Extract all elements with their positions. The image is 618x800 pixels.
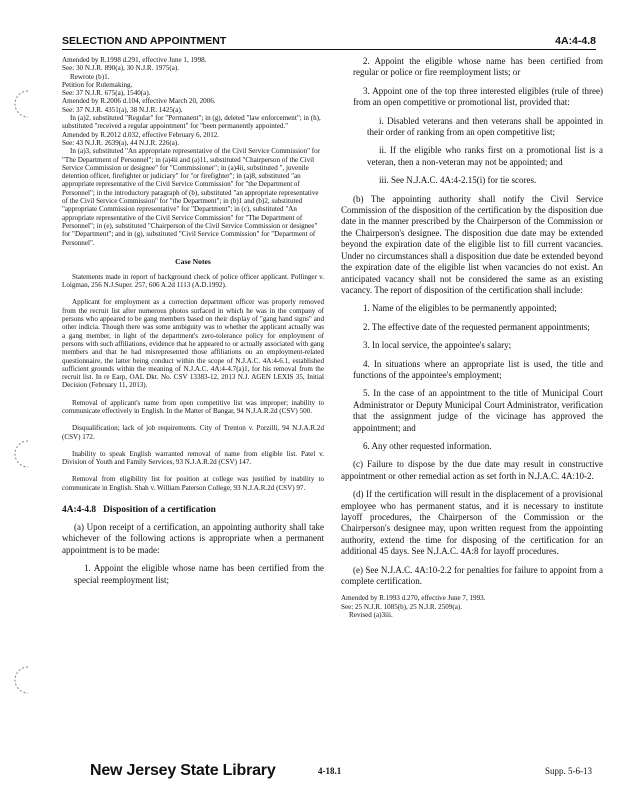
punch-hole-mark [10, 88, 32, 120]
running-header [62, 27, 596, 50]
paragraph-d: (d) If the certification will result in the displacement of a provisional employee who has permanent status, and it is necessary to institute layoff procedures, the Chairperson of the Commission or the Chairperson's designee may, upon written request from the appointing authority, extend the time for disposing of the certification for an additional 45 days. See N.J.A.C. 4A:8 for layoff procedures. [341, 489, 603, 557]
history-line: Amended by R.2012 d.032, effective February 6, 2012. [62, 130, 220, 139]
paragraph-b5: 5. In the case of an appointment to the title of Municipal Court Administrator or Deputy Municipal Court Administrator, verification that the assignment judge of the vicinage has approved the appointment; and [353, 388, 603, 433]
paragraph-a3iii: iii. See N.J.A.C. 4A:4-2.15(i) for tie scores. [379, 175, 537, 186]
paragraph-b: (b) The appointing authority shall notify the Civil Service Commission of the disposition of the certification by the disposition due date in the manner prescribed by the Chairperson of the Commission or the Chairperson's designee. The disposition due date may be extended beyond the expiration date of the eligible list to fill current vacancies. Under no circumstances shall a disposition due date be extended beyond the expiration date of the eligible list when vacancies do not exist. An anticipated vacancy shall not be considered the same as an existing vacancy. The report of disposition of the certification shall include: [341, 193, 603, 295]
right-column [341, 56, 603, 619]
library-stamp: New Jersey State Library [90, 762, 276, 779]
paragraph-b4: 4. In situations where an appropriate list is used, the title and functions of the appointee's employment; [353, 358, 603, 380]
history-line: See: 43 N.J.R. 2639(a), 44 N.J.R. 226(a). [62, 138, 180, 147]
supplement-date: Supp. 5-6-13 [545, 766, 592, 776]
history-line: Amended by R.1993 d.270, effective June 7, 1993. [341, 594, 486, 603]
paragraph-b1: 1. Name of the eligibles to be permanently appointed; [363, 303, 557, 314]
history-line: See: 37 N.J.R. 675(a), 1540(a). [62, 89, 151, 98]
paragraph-e: (e) See N.J.A.C. 4A:10-2.2 for penalties for failure to appoint from a complete certification. [341, 564, 603, 587]
header-chapter-title: SELECTION AND APPOINTMENT [62, 35, 227, 47]
case-note: Statements made in report of background check of police officer applicant. Pollinger v. Loigman, 256 N.J.Super. 257, 606 A.2d 1113 (A.D.1992). [62, 272, 324, 290]
section-number: 4A:4-4.8 [62, 505, 97, 516]
case-note: Applicant for employment as a correction department officer was properly removed from the recruit list after numerous photos surfaced in which he was in the company of persons who appeared to be gang members based on their display of "gang hand signs" and other indicia. Though there was some ambiguity was to whether the applicant actually was a gang member, in light of the department's zero-tolerance policy for employment of persons with such affiliations, evidence that he appeared to or actually associated with gang members and that he had misrepresented those affiliations on an employment-related questionnaire, the latter being conduct within the scope of N.J.A.C. 4A:4-6.1, established sufficient grounds within the meaning of N.J.A.C. 4A:4-4.7(a)1, for his removal from the recruit list. In re Earp, OAL Dkt. No. CSV 13383-12, 2013 N.J. AGEN LEXIS 35, Initial Decision (February 11, 2013). [62, 298, 324, 390]
punch-hole-mark [10, 664, 32, 696]
section-history [341, 594, 603, 619]
history-line: Petition for Rulemaking. [62, 80, 133, 89]
paragraph-a3i: i. Disabled veterans and then veterans shall be appointed in their order of ranking from an open competitive list; [367, 115, 603, 138]
paragraph-a2: 2. Appoint the eligible whose name has been certified from regular or police or fire reemployment lists; or [353, 56, 603, 78]
case-note: Inability to speak English warranted removal of name from eligible list. Patel v. Division of Youth and Family Services, 93 N.J.A.R.2d (CSV) 147. [62, 449, 324, 467]
paragraph-b2: 2. The effective date of the requested permanent appointments; [363, 321, 590, 332]
history-line: In (a)3, substituted "An appropriate representative of the Civil Service Commission" for "The Department of Personnel"; in (a)4ii and (a)11, substituted "Chairperson of the Civil Service Commission or designee" for "Commissioner"; in (a)4ii, substituted ", juvenile detention officer, firefighter or judiciary" for "or firefighter"; in (a)8, substituted "an appropriate representative of the Civil Service Commission" for "the Department of Personnel"; in the introductory paragraph of (b), substituted "an appropriate representative of the Civil Service Commission" for "the Department"; in (b)1 and (b)2, substituted "appropriate Commission representative" for "Department"; in (c), substituted "An appropriate representative of the Civil Service Commission" for "The Department of Personnel"; in (e), substituted "Chairperson of the Civil Service Commission or designee" for "Department"; and in (g), substituted "Civil Service Commission" for "Department of Personnel". [62, 147, 321, 247]
history-line: Amended by R.1998 d.291, effective June 1, 1998. [62, 56, 207, 64]
left-column [62, 56, 324, 593]
case-note: Removal from eligibility list for position at college was justified by inability to communicate in English. Shah v. William Paterson College, 93 N.J.A.R.2d (CSV) 97. [62, 475, 324, 492]
history-line: Rewrote (b)1. [70, 72, 110, 81]
history-line: See: 37 N.J.R. 4351(a), 38 N.J.R. 1425(a). [62, 105, 183, 114]
case-notes-heading: Case Notes [175, 256, 211, 266]
paragraph-b6: 6. Any other requested information. [363, 440, 492, 451]
history-line: See: 25 N.J.R. 1085(b), 25 N.J.R. 2509(a). [341, 602, 462, 611]
paragraph-b3: 3. In local service, the appointee's salary; [363, 340, 512, 351]
paragraph-a: (a) Upon receipt of a certification, an appointing authority shall take whichever of the following actions is appropriate when a permanent appointment is to be made: [62, 522, 324, 555]
section-title: Disposition of a certification [103, 505, 216, 516]
amendment-history [62, 56, 324, 247]
section-heading [62, 504, 324, 516]
paragraph-c: (c) Failure to dispose by the due date may result in constructive appointment or other remedial action as set forth in N.J.A.C. 4A:10-2. [341, 459, 603, 481]
header-section-number: 4A:4-4.8 [555, 35, 596, 47]
page-footer [62, 760, 596, 782]
history-line: See: 30 N.J.R. 890(a), 30 N.J.R. 1975(a). [62, 64, 180, 73]
case-note: Removal of applicant's name from open competitive list was improper; inability to communicate effectively in English. In the Matter of Bangar, 94 N.J.A.R.2d (CSV) 500. [62, 398, 324, 415]
history-line: Revised (a)3iii. [349, 611, 393, 620]
paragraph-a3ii: ii. If the eligible who ranks first on a promotional list is a veteran, then a non-veteran may not be appointed; and [367, 145, 603, 167]
paragraph-a3: 3. Appoint one of the top three interested eligibles (rule of three) from an open competitive or promotional list, provided that: [353, 85, 603, 108]
paragraph-a1: 1. Appoint the eligible whose name has been certified from the special reemployment list; [74, 563, 324, 585]
page-number: 4-18.1 [318, 766, 342, 776]
history-line: In (a)2, substituted "Regular" for "Permanent"; in (g), deleted "law enforcement"; in (h), substituted "received a regular appointment" for "been permanently appointed." [62, 114, 321, 131]
punch-hole-mark [10, 438, 32, 470]
history-line: Amended by R.2006 d.104, effective March 20, 2006. [62, 97, 216, 106]
case-note: Disqualification; lack of job requirements. City of Trenton v. Porzilli, 94 N.J.A.R.2d (CSV) 172. [62, 424, 324, 441]
